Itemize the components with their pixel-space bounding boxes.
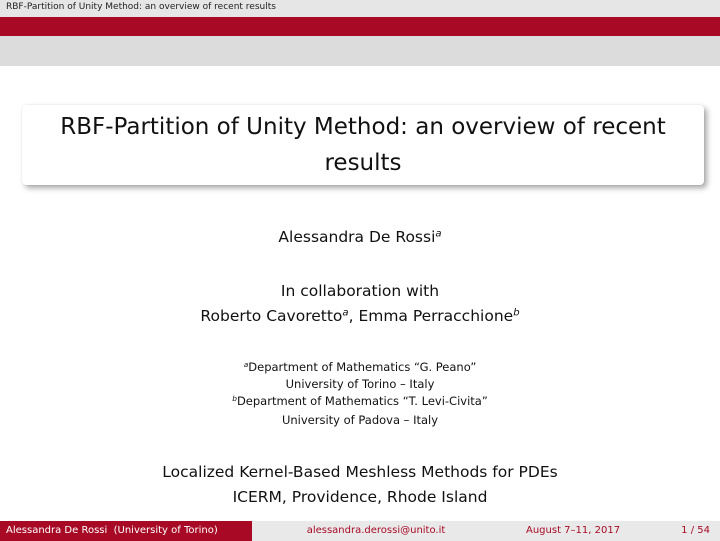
author-affiliation-mark: a bbox=[435, 228, 442, 240]
author-name: Alessandra De Rossi bbox=[278, 228, 436, 246]
affiliation-department: Department of Mathematics “T. Levi-Civita” bbox=[236, 394, 488, 408]
collaborator-name: Roberto Cavoretto bbox=[200, 307, 343, 325]
footer-author[interactable] bbox=[0, 521, 252, 541]
affiliation-department-b bbox=[0, 394, 720, 408]
author-line bbox=[0, 228, 720, 246]
header-bar bbox=[0, 0, 720, 17]
collaborators-line bbox=[0, 307, 720, 325]
footer-date: August 7–11, 2017 bbox=[526, 525, 621, 536]
footer-page-number[interactable]: 1 / 54 bbox=[681, 525, 710, 536]
footer-bar bbox=[0, 521, 720, 541]
footer-author-label: Alessandra De Rossi (University of Torino) bbox=[6, 525, 218, 536]
affiliation-mark: a bbox=[243, 359, 249, 369]
footer-date-page bbox=[500, 521, 720, 541]
affiliation-university-a: University of Torino – Italy bbox=[285, 377, 435, 391]
collaboration-intro: In collaboration with bbox=[280, 282, 440, 300]
footer-email-label: alessandra.derossi@unito.it bbox=[306, 525, 446, 536]
collaborator-mark: b bbox=[513, 307, 520, 319]
event-name: Localized Kernel-Based Meshless Methods for PDEs bbox=[162, 463, 558, 481]
collaborator-name: Emma Perracchione bbox=[358, 307, 514, 325]
affiliation-university-b: University of Padova – Italy bbox=[281, 413, 439, 427]
footer-email[interactable] bbox=[252, 521, 500, 541]
event-place: ICERM, Providence, Rhode Island bbox=[232, 488, 488, 506]
affiliation-department-a bbox=[0, 360, 720, 374]
title-box bbox=[22, 105, 704, 185]
affiliation-department: Department of Mathematics “G. Peano” bbox=[248, 360, 477, 374]
header-accent-bar bbox=[0, 17, 720, 36]
affiliation-mark: b bbox=[232, 393, 237, 403]
slide-title: RBF-Partition of Unity Method: an overview of recent results bbox=[60, 114, 666, 176]
collaborator-mark: a bbox=[342, 307, 349, 319]
collaborator-separator: , bbox=[348, 307, 359, 325]
header-short-title[interactable]: RBF-Partition of Unity Method: an overview of recent results bbox=[6, 2, 276, 12]
header-gray-bar bbox=[0, 36, 720, 66]
